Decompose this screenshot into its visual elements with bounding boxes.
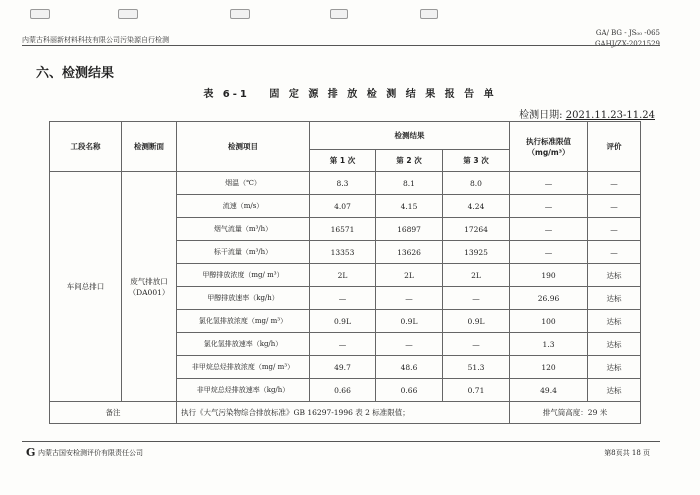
row-run3: 0.9L	[443, 310, 510, 333]
row-run3: 8.0	[443, 172, 510, 195]
row-item: 标干流量（m³/h）	[177, 241, 310, 264]
col-results: 检测结果	[310, 122, 510, 150]
remarks-row	[50, 402, 641, 424]
row-run3: —	[443, 333, 510, 356]
page-number: 第8页共 18 页	[604, 449, 650, 457]
col-run2: 第 2 次	[376, 150, 443, 172]
workshop-cell: 车间总排口	[50, 172, 122, 402]
col-limit-label: 执行标准限值	[526, 136, 572, 146]
row-run2: 0.66	[376, 379, 443, 402]
row-run2: 4.15	[376, 195, 443, 218]
row-item: 烟气流量（m³/h）	[177, 218, 310, 241]
row-limit: —	[510, 172, 588, 195]
row-run1: 13353	[310, 241, 376, 264]
row-eval: —	[588, 172, 641, 195]
test-date-label: 检测日期:	[519, 110, 563, 121]
row-run3: 2L	[443, 264, 510, 287]
outlet-cell	[122, 172, 177, 402]
row-run2: 48.6	[376, 356, 443, 379]
row-run2: 0.9L	[376, 310, 443, 333]
row-eval: —	[588, 241, 641, 264]
row-run1: 16571	[310, 218, 376, 241]
table-title: 表 6-1 固 定 源 排 放 检 测 结 果 报 告 单	[203, 89, 497, 100]
test-date	[519, 106, 655, 121]
row-run3: —	[443, 287, 510, 310]
table-row	[50, 172, 641, 195]
row-run1: —	[310, 287, 376, 310]
col-run1: 第 1 次	[310, 150, 376, 172]
scan-strip	[30, 6, 470, 20]
row-limit: 26.96	[510, 287, 588, 310]
remarks-text: 执行《大气污染物综合排放标准》GB 16297-1996 表 2 标准限值；	[177, 402, 510, 424]
row-run3: 0.71	[443, 379, 510, 402]
col-eval: 评价	[588, 122, 641, 172]
row-run2: —	[376, 287, 443, 310]
row-run1: 8.3	[310, 172, 376, 195]
row-run2: 2L	[376, 264, 443, 287]
row-item: 流速（m/s）	[177, 195, 310, 218]
row-run3: 13925	[443, 241, 510, 264]
row-item: 甲醇排放浓度（mg/ m³）	[177, 264, 310, 287]
col-item: 检测项目	[177, 122, 310, 172]
row-limit: 100	[510, 310, 588, 333]
stack-height: 排气筒高度：29 米	[510, 402, 641, 424]
row-limit: 190	[510, 264, 588, 287]
header-company: 内蒙古科丽新材料科技有限公司污染源自行检测	[22, 36, 169, 44]
row-run1: 4.07	[310, 195, 376, 218]
footer-company: 内蒙古国安检测评价有限责任公司	[38, 449, 143, 457]
company-logo-icon: G	[26, 446, 36, 459]
row-run1: 0.9L	[310, 310, 376, 333]
header-code-2: GAHJ/ZX-2021529	[594, 40, 660, 48]
row-run3: 4.24	[443, 195, 510, 218]
row-eval: —	[588, 195, 641, 218]
header-codes	[595, 28, 660, 50]
row-eval: 达标	[588, 333, 641, 356]
header-code-1: GA/ BG - JS₀₀ -065	[595, 29, 660, 37]
row-item: 烟温（℃）	[177, 172, 310, 195]
test-date-value: 2021.11.23-11.24	[565, 110, 655, 121]
outlet-line-1: 废气排放口	[130, 276, 168, 286]
header-rule	[22, 45, 660, 46]
row-run1: 0.66	[310, 379, 376, 402]
row-item: 非甲烷总烃排放速率（kg/h）	[177, 379, 310, 402]
section-title: 六、检测结果	[36, 66, 115, 81]
col-limit-unit: （mg/m³）	[527, 147, 570, 157]
remarks-label: 备注	[50, 402, 177, 424]
row-run2: 8.1	[376, 172, 443, 195]
row-run1: 2L	[310, 264, 376, 287]
row-eval: —	[588, 218, 641, 241]
row-item: 氯化氢排放浓度（mg/ m³）	[177, 310, 310, 333]
row-item: 非甲烷总烃排放浓度（mg/ m³）	[177, 356, 310, 379]
row-eval: 达标	[588, 356, 641, 379]
outlet-line-2: （DA001）	[128, 287, 170, 297]
row-run1: —	[310, 333, 376, 356]
row-run2: 13626	[376, 241, 443, 264]
col-section: 工段名称	[50, 122, 122, 172]
row-eval: 达标	[588, 379, 641, 402]
row-limit: —	[510, 218, 588, 241]
row-limit: 49.4	[510, 379, 588, 402]
footer-rule	[22, 441, 660, 442]
col-outlet: 检测断面	[122, 122, 177, 172]
row-eval: 达标	[588, 310, 641, 333]
row-limit: 120	[510, 356, 588, 379]
row-eval: 达标	[588, 264, 641, 287]
row-limit: —	[510, 195, 588, 218]
row-item: 氯化氢排放速率（kg/h）	[177, 333, 310, 356]
col-limit	[510, 122, 588, 172]
row-run2: —	[376, 333, 443, 356]
results-table	[49, 121, 641, 424]
col-run3: 第 3 次	[443, 150, 510, 172]
row-run2: 16897	[376, 218, 443, 241]
row-run3: 17264	[443, 218, 510, 241]
row-eval: 达标	[588, 287, 641, 310]
row-limit: 1.3	[510, 333, 588, 356]
row-run1: 49.7	[310, 356, 376, 379]
row-run3: 51.3	[443, 356, 510, 379]
row-item: 甲醇排放速率（kg/h）	[177, 287, 310, 310]
row-limit: —	[510, 241, 588, 264]
